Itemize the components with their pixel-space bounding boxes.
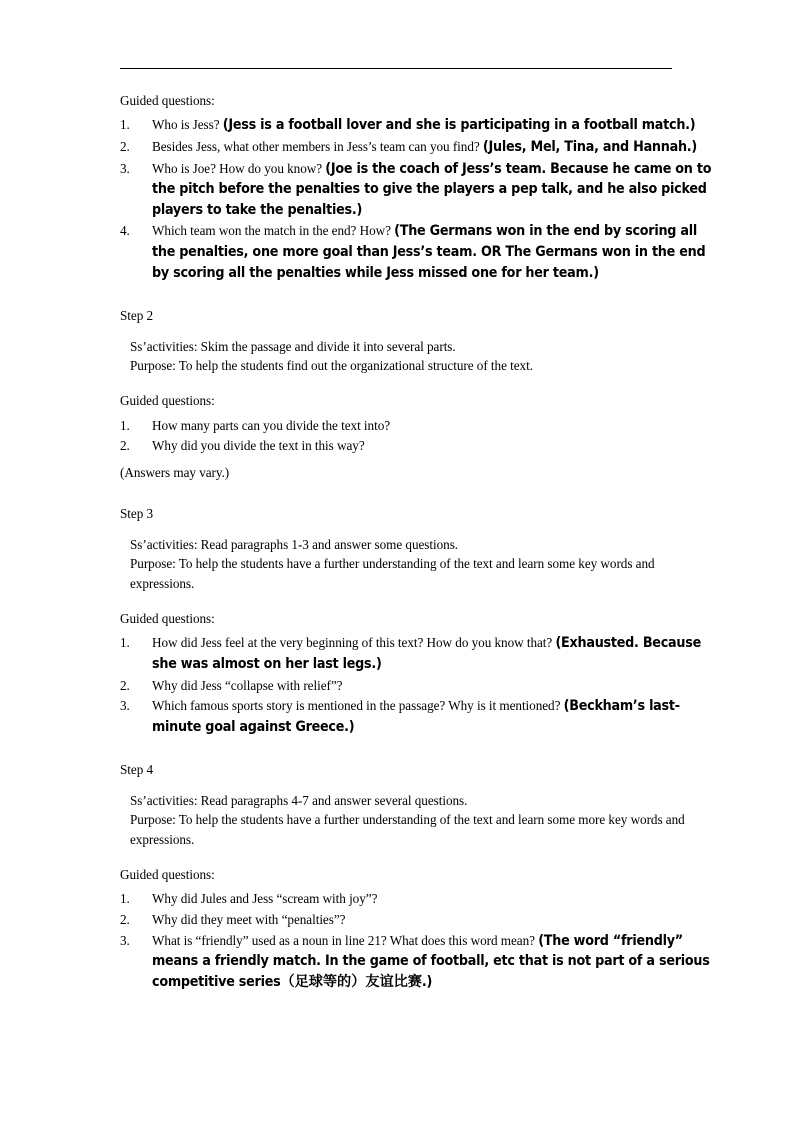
list-item bbox=[120, 159, 720, 221]
guided-questions-list-2 bbox=[120, 416, 720, 456]
answer-text: (Exhausted. Because she was almost on her last legs.) bbox=[152, 635, 701, 672]
guided-questions-label-2: Guided questions: bbox=[120, 393, 215, 409]
question-text: Besides Jess, what other members in Jess’s team can you find? bbox=[152, 139, 483, 154]
list-item-number: 2. bbox=[120, 139, 130, 154]
answer-text: (Jess is a football lover and she is participating in a football match.) bbox=[222, 117, 696, 134]
list-item bbox=[120, 416, 720, 436]
list-item bbox=[120, 436, 720, 456]
list-item bbox=[120, 137, 720, 158]
question-text: Why did Jess “collapse with relief”? bbox=[152, 677, 343, 693]
question-text: What is “friendly” used as a noun in line 21? What does this word mean? bbox=[152, 932, 539, 948]
list-item bbox=[120, 910, 720, 930]
step-activities-4: Ss’activities: Read paragraphs 4-7 and answer several questions. bbox=[130, 792, 468, 808]
answer-text: (Beckham’s last-minute goal against Greece.) bbox=[152, 698, 680, 735]
guided-questions-label-4: Guided questions: bbox=[120, 867, 215, 882]
question-text: Why did you divide the text in this way? bbox=[152, 438, 365, 454]
answer-text: (Jules, Mel, Tina, and Hannah.) bbox=[482, 139, 697, 155]
step-activities-3: Ss’activities: Read paragraphs 1-3 and answer some questions. bbox=[130, 536, 459, 552]
answer-text-tail: .) bbox=[421, 973, 433, 990]
question-text: Who is Jess? bbox=[152, 117, 223, 133]
answer-text: (Joe is the coach of Jess’s team. Because he came on to the pitch before the penalties to give the players a pep talk, and he also picked players to take the penalties.) bbox=[152, 160, 712, 218]
guided-questions-list-1 bbox=[120, 115, 720, 283]
step-purpose-4: Purpose: To help the students have a further understanding of the text and learn some more key words and expressions. bbox=[130, 812, 685, 847]
answer-text-chinese: （足球等的）友谊比赛 bbox=[280, 973, 422, 990]
list-item-number: 2. bbox=[120, 438, 130, 454]
list-item-number: 1. bbox=[120, 891, 130, 907]
question-text: Why did they meet with “penalties”? bbox=[152, 912, 346, 927]
list-item bbox=[120, 931, 720, 993]
document-content bbox=[120, 68, 720, 993]
step-purpose-3: Purpose: To help the students have a further understanding of the text and learn some key words and expressions. bbox=[130, 556, 655, 591]
answers-may-vary-note: (Answers may vary.) bbox=[120, 464, 230, 480]
question-text: Which team won the match in the end? How? bbox=[152, 223, 395, 239]
list-item-number: 3. bbox=[120, 932, 130, 948]
step-heading-2: Step 2 bbox=[120, 308, 154, 324]
step-heading-3: Step 3 bbox=[120, 506, 154, 522]
answer-text: (The word “friendly” means a friendly match. In the game of football, etc that is not part of a serious competitive series bbox=[152, 932, 710, 990]
list-item-number: 3. bbox=[120, 160, 130, 176]
list-item-number: 4. bbox=[120, 223, 130, 239]
answer-text: (The Germans won in the end by scoring all the penalties, one more goal than Jess’s team. OR The Germans won in the end by scoring all the penalties while Jess missed one for her team.) bbox=[152, 223, 706, 281]
guided-questions-list-4 bbox=[120, 889, 720, 992]
list-item-number: 1. bbox=[120, 635, 130, 651]
list-item-number: 3. bbox=[120, 698, 130, 714]
list-item-number: 2. bbox=[120, 677, 130, 693]
list-item bbox=[120, 221, 720, 283]
list-item-number: 2. bbox=[120, 912, 130, 927]
guided-questions-label-3: Guided questions: bbox=[120, 611, 215, 626]
guided-questions-label-1: Guided questions: bbox=[120, 93, 215, 108]
question-text: Why did Jules and Jess “scream with joy”? bbox=[152, 891, 378, 907]
step-heading-4: Step 4 bbox=[120, 762, 154, 778]
guided-questions-list-3 bbox=[120, 633, 720, 737]
list-item bbox=[120, 889, 720, 909]
question-text: How many parts can you divide the text into? bbox=[152, 417, 391, 433]
list-item bbox=[120, 676, 720, 696]
top-horizontal-rule bbox=[120, 68, 672, 69]
list-item-number: 1. bbox=[120, 417, 130, 433]
list-item bbox=[120, 633, 720, 674]
list-item bbox=[120, 115, 720, 136]
question-text: Which famous sports story is mentioned in the passage? Why is it mentioned? bbox=[152, 698, 564, 714]
list-item bbox=[120, 696, 720, 737]
step-activities-2: Ss’activities: Skim the passage and divide it into several parts. bbox=[130, 338, 456, 354]
list-item-number: 1. bbox=[120, 117, 130, 133]
step-purpose-2: Purpose: To help the students find out the organizational structure of the text. bbox=[130, 357, 533, 373]
question-text: How did Jess feel at the very beginning of this text? How do you know that? bbox=[152, 635, 556, 651]
question-text: Who is Joe? How do you know? bbox=[152, 160, 326, 176]
